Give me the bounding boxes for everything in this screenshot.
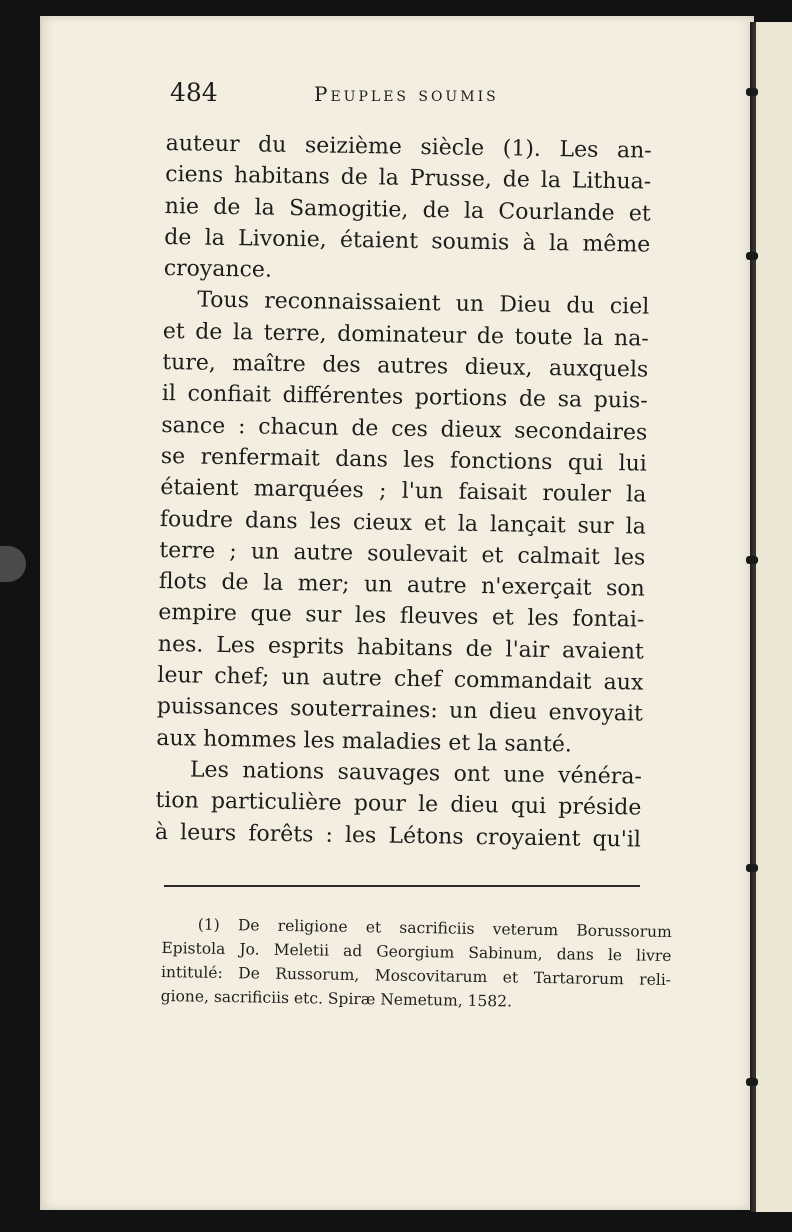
text-line: ture, maître des autres dieux, auxquels [162,350,649,383]
running-head: Peuples soumis [314,82,499,106]
binding-thread-knot [746,1078,758,1086]
text-line: étaient marquées ; l'un faisait rouler la [160,475,647,508]
text-line: ciens habitans de la Prusse, de la Lithua- [165,162,652,195]
text-line: et de la terre, dominateur de toute la na- [162,318,649,352]
text-line: sance : chacun de ces dieux secondaires [161,412,648,446]
text-line: flots de la mer; un autre n'exerçait son [158,569,646,602]
facing-page-edge [756,22,792,1212]
paragraph-3 [155,754,642,856]
text-line: se renfermait dans les fonctions qui lui [160,443,647,477]
page-header [170,78,650,118]
footnote-line: gione, sacrificiis etc. Spiræ Nemetum, 1582. [160,986,513,1011]
footnote-line: intitulé: De Russorum, Moscovitarum et Tartarorum reli- [160,962,672,990]
binding-thread-knot [746,252,758,260]
paragraph-2 [156,284,649,761]
text-line: puissances souterraines: un dieu envoyait [156,694,644,727]
text-line: leur chef; un autre chef commandait aux [157,662,644,696]
text-line: tion particulière pour le dieu qui préside [155,788,642,821]
binding-thread-knot [746,88,758,96]
text-line: nie de la Samogitie, de la Courlande et [164,193,651,227]
footnote-line: Epistola Jo. Meletii ad Georgium Sabinum, dans le livre [161,938,672,966]
text-line: il confiait différentes portions de sa puis- [161,381,648,414]
text-line: empire que sur les fleuves et les fontai- [158,600,645,634]
text-line: Les nations sauvages ont une vénéra- [189,757,643,790]
text-line: Tous reconnaissaient un Dieu du ciel [197,287,650,321]
text-line: terre ; un autre soulevait et calmait les [159,537,646,571]
footnote [160,912,671,1016]
text-line: auteur du seizième siècle (1). Les an- [165,130,652,164]
body-text [155,128,652,855]
text-line: de la Livonie, étaient soumis à la même [164,224,651,258]
text-line: aux hommes les maladies et la santé. [156,725,573,758]
binding-thread-knot [746,864,758,872]
page-number: 484 [170,78,218,107]
binding-thread-knot [746,556,758,564]
text-line: nes. Les esprits habitans de l'air avaient [157,631,645,665]
text-line: à leurs forêts : les Létons croyaient qu'il [154,819,642,853]
text-line: croyance. [163,256,273,283]
text-line: foudre dans les cieux et la lançait sur la [159,506,646,540]
footnote-rule [164,885,640,887]
paragraph-1 [164,128,652,292]
footnote-line: (1) De religione et sacrificiis veterum Borussorum [197,915,672,942]
scan-edge-mark [0,546,26,582]
